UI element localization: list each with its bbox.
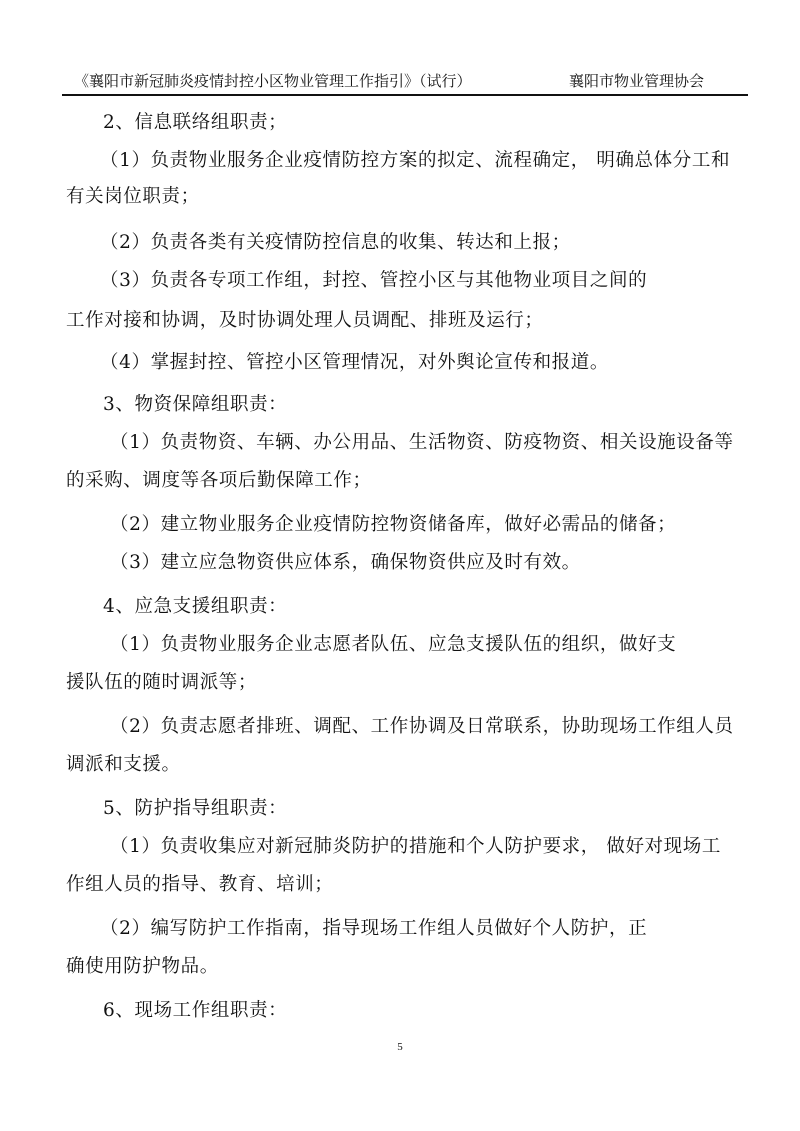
organization-name: 襄阳市物业管理协会 — [568, 72, 704, 90]
paragraph-line: （1）负责物资、车辆、办公用品、生活物资、防疫物资、相关设施设备等 — [110, 432, 734, 453]
paragraph-line: 工作对接和协调，及时协调处理人员调配、排班及运行； — [66, 310, 544, 331]
header-divider — [62, 94, 748, 96]
page-number: 5 — [397, 1041, 403, 1053]
section-heading: 3、物资保障组职责： — [103, 394, 288, 415]
paragraph-line: （3）建立应急物资供应体系，确保物资供应及时有效。 — [110, 552, 581, 573]
paragraph-line: （1）负责物业服务企业志愿者队伍、应急支援队伍的组织，做好支 — [110, 634, 677, 655]
document-title: 《襄阳市新冠肺炎疫情封控小区物业管理工作指引》（试行） — [74, 72, 472, 90]
section-heading: 2、信息联络组职责； — [103, 112, 288, 133]
paragraph-line: （3）负责各专项工作组，封控、管控小区与其他物业项目之间的 — [100, 270, 648, 291]
paragraph-line: 的采购、调度等各项后勤保障工作； — [66, 470, 372, 491]
paragraph-line: （2）建立物业服务企业疫情防控物资储备库，做好必需品的储备； — [110, 514, 677, 535]
section-heading: 6、现场工作组职责： — [103, 1000, 288, 1021]
paragraph-line: （2）负责志愿者排班、调配、工作协调及日常联系，协助现场工作组人员 — [110, 716, 734, 737]
paragraph-line: 援队伍的随时调派等； — [66, 672, 258, 693]
paragraph-line: （2）负责各类有关疫情防控信息的收集、转达和上报； — [100, 232, 571, 253]
page-header — [62, 66, 748, 94]
paragraph-line: （1）负责收集应对新冠肺炎防护的措施和个人防护要求， 做好对现场工 — [110, 836, 721, 857]
paragraph-line: 调派和支援。 — [66, 754, 181, 775]
paragraph-line: 作组人员的指导、教育、培训； — [66, 874, 334, 895]
paragraph-line: 确使用防护物品。 — [66, 956, 219, 977]
paragraph-line: （4）掌握封控、管控小区管理情况，对外舆论宣传和报道。 — [100, 352, 609, 373]
paragraph-line: （1）负责物业服务企业疫情防控方案的拟定、流程确定， 明确总体分工和 — [100, 150, 731, 171]
section-heading: 5、防护指导组职责： — [103, 798, 288, 819]
paragraph-line: （2）编写防护工作指南，指导现场工作组人员做好个人防护，正 — [100, 918, 648, 939]
paragraph-line: 有关岗位职责； — [66, 186, 200, 207]
section-heading: 4、应急支援组职责： — [103, 596, 288, 617]
